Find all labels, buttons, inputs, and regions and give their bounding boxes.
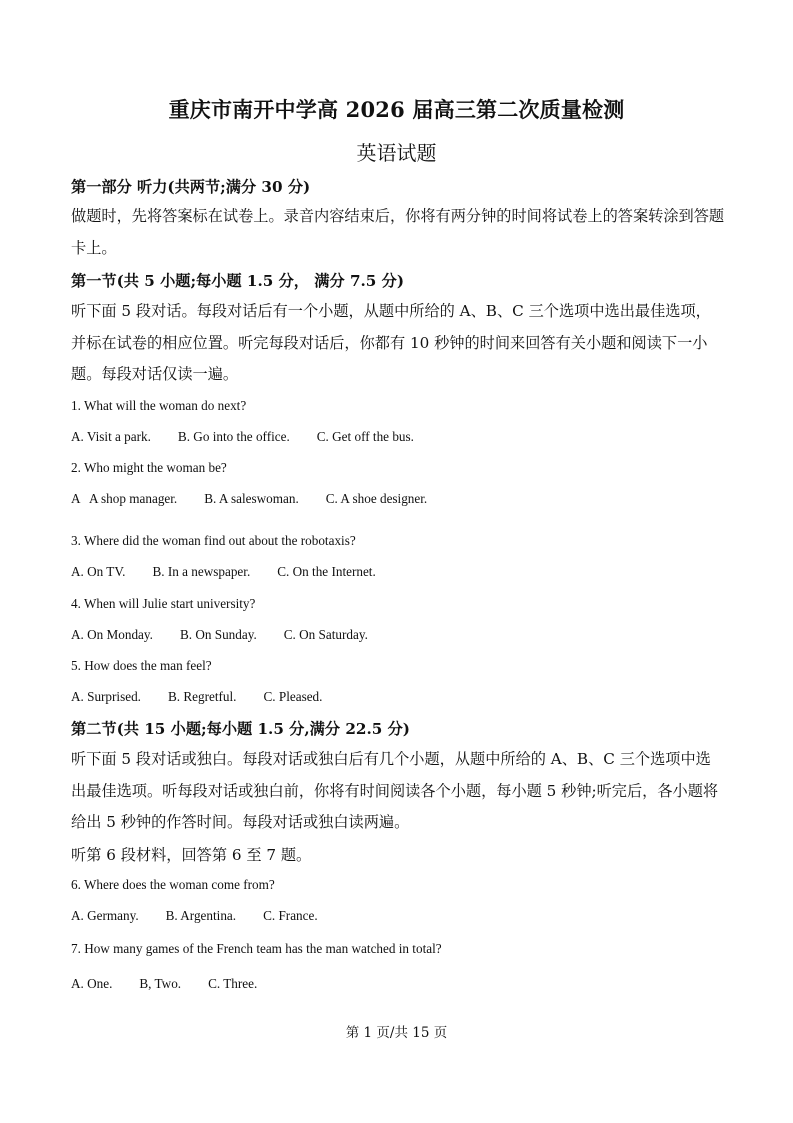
section1-heading: 第一节(共 5 小题;每小题 1.5 分， 满分 7.5 分) — [71, 272, 405, 290]
question-1-options — [71, 428, 414, 446]
option-a: A. On Monday. — [71, 627, 153, 642]
question-6-options — [71, 907, 318, 925]
part1-instructions: 做题时，先将答案标在试卷上。录音内容结束后，你将有两分钟的时间将试卷上的答案转涂到答题卡上。 — [71, 207, 725, 257]
question-5-options — [71, 688, 322, 706]
question-1: 1. What will the woman do next? — [71, 398, 247, 413]
option-b: B. A saleswoman. — [204, 491, 299, 506]
material-6-intro: 听第 6 段材料，回答第 6 至 7 题。 — [71, 846, 312, 864]
option-a: A. Surprised. — [71, 689, 141, 704]
option-a: A A shop manager. — [71, 491, 178, 506]
question-3: 3. Where did the woman find out about the robotaxis? — [71, 533, 356, 548]
option-c: C. France. — [263, 908, 318, 923]
question-7-options — [71, 975, 257, 993]
section1-instructions: 听下面 5 段对话。每段对话后有一个小题，从题中所给的 A、B、C 三个选项中选出最佳选项，并标在试卷的相应位置。听完每段对话后，你都有 10 秒钟的时间来回答有关小题和阅读下一小题。每段对话仅读一遍。 — [71, 302, 711, 383]
option-a: A. Germany. — [71, 908, 139, 923]
option-c: C. A shoe designer. — [325, 491, 428, 506]
question-2: 2. Who might the woman be? — [71, 460, 227, 475]
question-5: 5. How does the man feel? — [71, 658, 212, 673]
option-b: B. Regretful. — [167, 689, 237, 704]
question-4: 4. When will Julie start university? — [71, 596, 256, 611]
option-b: B. Argentina. — [165, 908, 237, 923]
question-3-options — [71, 563, 376, 581]
section2-instructions: 听下面 5 段对话或独白。每段对话或独白后有几个小题，从题中所给的 A、B、C 三个选项中选出最佳选项。听每段对话或独白前，你将有时间阅读各个小题，每小题 5 秒钟;听完后，各小题将给出 5 秒钟的作答时间。每段对话或独白读两遍。 — [71, 750, 719, 831]
exam-title: 重庆市南开中学高 2026 届高三第二次质量检测 — [168, 97, 625, 122]
option-c: C. Get off the bus. — [316, 429, 414, 444]
option-b: B. In a newspaper. — [152, 564, 251, 579]
question-4-options — [71, 626, 368, 644]
question-7: 7. How many games of the French team has the man watched in total? — [71, 941, 442, 956]
option-b: B. On Sunday. — [179, 627, 257, 642]
section2-heading: 第二节(共 15 小题;每小题 1.5 分,满分 22.5 分) — [71, 720, 410, 738]
exam-subtitle: 英语试题 — [356, 141, 437, 165]
option-a: A. One. — [71, 976, 113, 991]
option-b: B. Go into the office. — [177, 429, 290, 444]
option-b: B, Two. — [139, 976, 182, 991]
option-a: A. On TV. — [71, 564, 126, 579]
option-c: C. Pleased. — [263, 689, 323, 704]
option-c: C. On the Internet. — [277, 564, 376, 579]
option-c: C. Three. — [208, 976, 258, 991]
part1-heading: 第一部分 听力(共两节;满分 30 分) — [71, 178, 311, 196]
question-2-options — [71, 490, 427, 508]
question-6: 6. Where does the woman come from? — [71, 877, 275, 892]
option-c: C. On Saturday. — [283, 627, 368, 642]
option-a: A. Visit a park. — [71, 429, 151, 444]
page-footer: 第 1 页/共 15 页 — [345, 1025, 448, 1041]
